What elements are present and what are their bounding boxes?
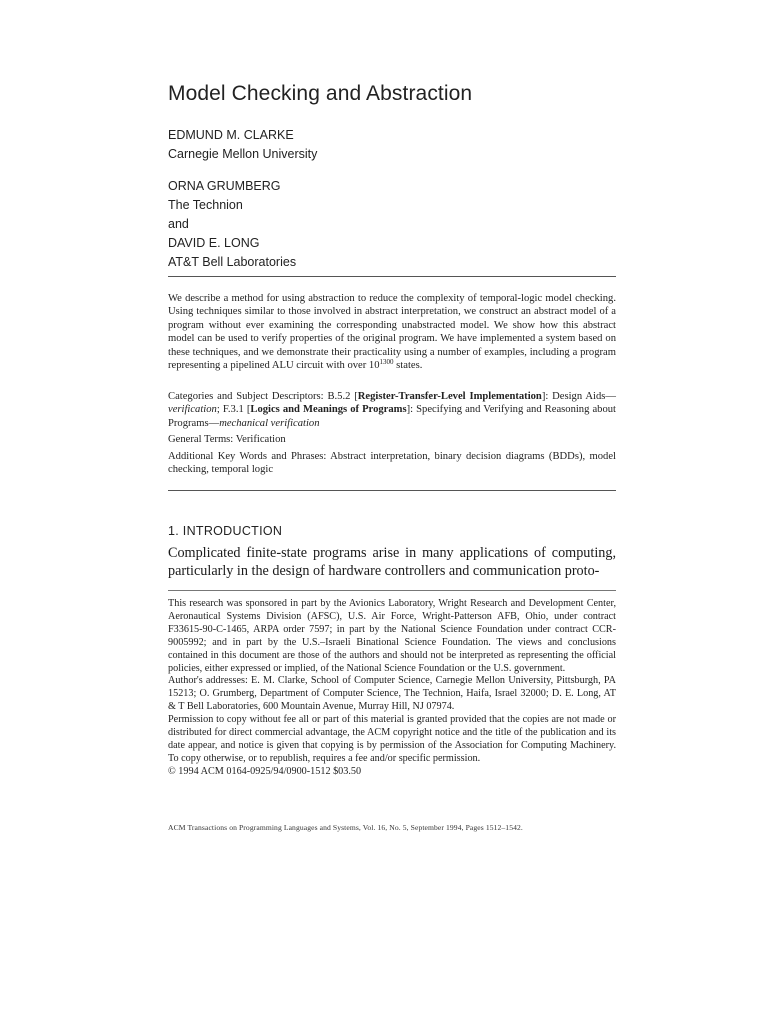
categories-mid: ; F.3.1 [ [216, 404, 251, 416]
category-1-title: Register-Transfer-Level Implementation [357, 391, 542, 402]
author-block-1 [168, 126, 317, 164]
footnote-sponsor: This research was sponsored in part by the Avionics Laboratory, Wright Research and Development Center, Aeronautical Systems Division (AFSC), U.S. Air Force, Wright-Patterson AFB, Ohio, under contract F33615-90-C-1465, ARPA order 7597; in part by the National Science Foundation under contract CCR-9005992; and in part by the U.S.–Israeli Binational Science Foundation. The views and conclusions contained in this document are those of the authors and should not be interpreted as representing the official policies, either expressed or implied, of the National Science Foundation or the U.S. government. [168, 598, 616, 674]
author-affiliation: AT&T Bell Laboratories [168, 255, 297, 269]
author-name: EDMUND M. CLARKE [168, 128, 294, 142]
category-2-italic: mechanical verification [219, 417, 320, 429]
author-block-2 [168, 177, 296, 272]
footnote-permission: Permission to copy without fee all or part of this material is granted provided that the copies are not made or distributed for direct commercial advantage, the ACM copyright notice and the title of the publication and its date appear, and notice is given that copying is by permission of the Association for Computing Machinery. To copy otherwise, or to republish, requires a fee and/or specific permission. [168, 714, 616, 764]
category-2-rest: ]: Specifying and Verifying and Reasoning about Programs— [168, 404, 616, 429]
journal-citation: ACM Transactions on Programming Languages and Systems, Vol. 16, No. 5, September 1994, Pages 1512–1542. [168, 823, 523, 832]
author-connector: and [168, 217, 189, 231]
footnote-divider [168, 590, 616, 591]
author-name: DAVID E. LONG [168, 236, 260, 250]
footnote-addresses: Author's addresses: E. M. Clarke, School of Computer Science, Carnegie Mellon University, Pittsburgh, PA 15213; O. Grumberg, Department of Computer Science, The Technion, Haifa, Israel 32000; D. E. Long, AT & T Bell Laboratories, 600 Mountain Avenue, Murray Hill, NJ 07974. [168, 675, 616, 713]
abstract-text [168, 292, 616, 372]
divider-top [168, 276, 616, 277]
general-terms: General Terms: Verification [168, 434, 286, 445]
abstract-exponent: 1300 [379, 358, 394, 367]
author-affiliation: Carnegie Mellon University [168, 147, 318, 161]
categories-lead: Categories and Subject Descriptors: B.5.2 [ [168, 391, 358, 402]
paper-title: Model Checking and Abstraction [168, 82, 473, 105]
footnote-copyright: © 1994 ACM 0164-0925/94/0900-1512 $03.50 [168, 765, 362, 777]
divider-bottom [168, 490, 616, 491]
section-heading: 1. INTRODUCTION [168, 524, 283, 538]
author-name: ORNA GRUMBERG [168, 179, 281, 193]
intro-paragraph: Complicated finite-state programs arise in many applications of computing, particularly in the design of hardware controllers and communication proto- [168, 545, 616, 579]
key-words: Additional Key Words and Phrases: Abstract interpretation, binary decision diagrams (BDDs), model checking, temporal logic [168, 451, 616, 476]
categories [168, 390, 616, 430]
abstract-body: We describe a method for using abstraction to reduce the complexity of temporal-logic model checking. Using techniques similar to those involved in abstract interpretation, we construct an abstract model of a program without ever examining the corresponding unabstracted model. We show how this abstract model can be used to verify properties of the original program. We have implemented a system based on these techniques, and we demonstrate their practicality using a number of examples, including a program representing a pipelined ALU circuit with over 10 [168, 293, 616, 372]
category-1-rest: ]: Design Aids— [541, 391, 616, 402]
category-2-title: Logics and Meanings of Programs [250, 404, 407, 416]
footnotes [168, 598, 616, 779]
category-1-italic: verification [168, 404, 217, 416]
abstract [168, 292, 616, 372]
author-affiliation: The Technion [168, 198, 243, 212]
abstract-tail: states. [393, 360, 423, 372]
